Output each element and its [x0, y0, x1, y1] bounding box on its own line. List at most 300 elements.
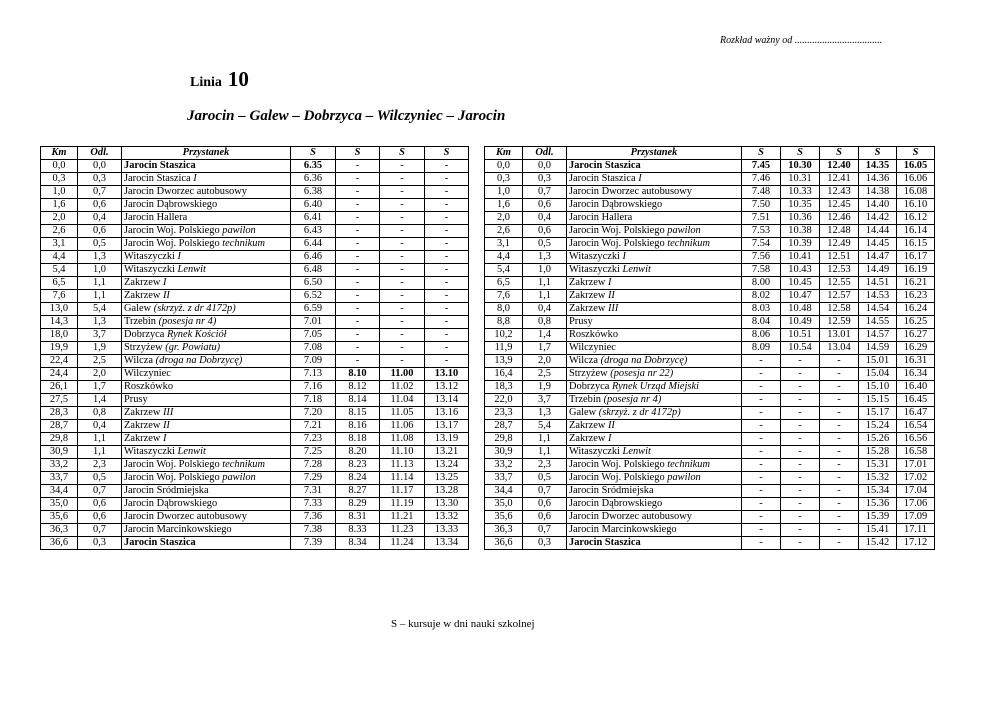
stop-name: Zakrzew: [124, 433, 161, 444]
distance-cell: 1,0: [78, 264, 122, 277]
stop-name: Jarocin Woj. Polskiego: [569, 472, 665, 483]
km-cell: 22,0: [485, 394, 523, 407]
time-cell: 10.47: [781, 290, 820, 303]
time-cell: -: [336, 173, 380, 186]
time-cell: -: [742, 433, 781, 446]
time-cell: 16.27: [897, 329, 935, 342]
km-cell: 29,8: [41, 433, 78, 446]
table-row: [41, 290, 469, 303]
stop-cell: [122, 342, 291, 355]
time-cell: 16.10: [897, 199, 935, 212]
time-cell: 7.53: [742, 225, 781, 238]
stop-name: Jarocin Staszica: [569, 537, 641, 548]
distance-cell: 0,4: [523, 303, 567, 316]
time-cell: 8.00: [742, 277, 781, 290]
stop-name: Zakrzew: [569, 420, 606, 431]
table-row: [41, 329, 469, 342]
km-cell: 1,0: [41, 186, 78, 199]
stop-name: Jarocin Dąbrowskiego: [124, 498, 218, 509]
time-cell: 7.50: [742, 199, 781, 212]
stop-name: Zakrzew: [124, 407, 161, 418]
table-row: [485, 537, 935, 550]
stop-cell: [122, 381, 291, 394]
stop-note: Lenwit: [622, 264, 651, 275]
stop-cell: [567, 238, 742, 251]
table-row: [485, 199, 935, 212]
stop-note: Lenwit: [622, 446, 651, 457]
stop-name: Zakrzew: [124, 277, 161, 288]
km-cell: 13,0: [41, 303, 78, 316]
time-cell: 8.33: [336, 524, 380, 537]
time-cell: 7.54: [742, 238, 781, 251]
stop-note: pawilon: [222, 225, 256, 236]
time-cell: 14.49: [859, 264, 897, 277]
time-cell: 6.38: [291, 186, 336, 199]
stop-name: Dobrzyca: [569, 381, 610, 392]
km-cell: 3,1: [485, 238, 523, 251]
time-cell: 13.14: [425, 394, 469, 407]
stop-cell: [567, 342, 742, 355]
table-header-row: [41, 147, 469, 160]
km-cell: 18,0: [41, 329, 78, 342]
table-row: [485, 459, 935, 472]
km-cell: 7,6: [485, 290, 523, 303]
stop-name: Jarocin Woj. Polskiego: [569, 238, 665, 249]
time-cell: 14.35: [859, 160, 897, 173]
time-cell: 10.49: [781, 316, 820, 329]
table-row: [41, 277, 469, 290]
stop-name: Jarocin Dąbrowskiego: [569, 199, 663, 210]
km-cell: 35,0: [485, 498, 523, 511]
table-row: [485, 472, 935, 485]
time-cell: 17.09: [897, 511, 935, 524]
time-cell: -: [781, 381, 820, 394]
stop-note: I: [638, 173, 642, 184]
timetable-left: [40, 146, 469, 550]
stop-name: Roszkówko: [569, 329, 619, 340]
distance-cell: 1,1: [523, 446, 567, 459]
column-header: S: [859, 147, 897, 160]
stop-note: II: [607, 290, 615, 301]
time-cell: 8.04: [742, 316, 781, 329]
time-cell: 6.59: [291, 303, 336, 316]
stop-note: Rynek Kościół: [167, 329, 227, 340]
km-cell: 35,6: [41, 511, 78, 524]
stop-name: Trzebin: [124, 316, 156, 327]
column-header: Przystanek: [122, 147, 291, 160]
distance-cell: 3,7: [523, 394, 567, 407]
time-cell: -: [336, 212, 380, 225]
time-cell: 16.05: [897, 160, 935, 173]
distance-cell: 0,5: [78, 238, 122, 251]
km-cell: 33,7: [41, 472, 78, 485]
distance-cell: 5,4: [523, 420, 567, 433]
stop-cell: [567, 459, 742, 472]
table-row: [41, 433, 469, 446]
stop-cell: [567, 498, 742, 511]
distance-cell: 0,3: [523, 173, 567, 186]
legend-note: S – kursuje w dni nauki szkolnej: [391, 618, 535, 630]
stop-cell: [122, 212, 291, 225]
time-cell: 7.20: [291, 407, 336, 420]
time-cell: 17.12: [897, 537, 935, 550]
time-cell: -: [781, 537, 820, 550]
km-cell: 23,3: [485, 407, 523, 420]
time-cell: 7.58: [742, 264, 781, 277]
column-header: S: [742, 147, 781, 160]
time-cell: -: [781, 394, 820, 407]
time-cell: 12.49: [820, 238, 859, 251]
distance-cell: 1,9: [78, 342, 122, 355]
km-cell: 28,7: [485, 420, 523, 433]
time-cell: 6.36: [291, 173, 336, 186]
stop-name: Galew: [124, 303, 152, 314]
stop-note: pawilon: [667, 225, 701, 236]
time-cell: -: [742, 537, 781, 550]
distance-cell: 0,6: [523, 225, 567, 238]
time-cell: 16.15: [897, 238, 935, 251]
distance-cell: 0,5: [523, 472, 567, 485]
time-cell: 13.32: [425, 511, 469, 524]
time-cell: 7.01: [291, 316, 336, 329]
time-cell: -: [336, 199, 380, 212]
stop-name: Jarocin Woj. Polskiego: [124, 472, 220, 483]
time-cell: 8.34: [336, 537, 380, 550]
time-cell: 14.53: [859, 290, 897, 303]
stop-cell: [122, 277, 291, 290]
km-cell: 1,6: [485, 199, 523, 212]
time-cell: 14.38: [859, 186, 897, 199]
time-cell: 16.24: [897, 303, 935, 316]
km-cell: 36,6: [41, 537, 78, 550]
distance-cell: 1,3: [523, 251, 567, 264]
stop-cell: [122, 472, 291, 485]
time-cell: 8.27: [336, 485, 380, 498]
time-cell: 7.23: [291, 433, 336, 446]
stop-note: Lenwit: [177, 446, 206, 457]
table-row: [485, 407, 935, 420]
table-row: [41, 238, 469, 251]
stop-name: Strzyżew: [569, 368, 608, 379]
time-cell: -: [425, 329, 469, 342]
stop-note: technikum: [222, 459, 265, 470]
distance-cell: 0,4: [523, 212, 567, 225]
time-cell: -: [781, 368, 820, 381]
table-row: [485, 186, 935, 199]
stop-name: Wilczyniec: [124, 368, 171, 379]
distance-cell: 0,6: [78, 199, 122, 212]
stop-name: Jarocin Woj. Polskiego: [569, 459, 665, 470]
time-cell: -: [820, 446, 859, 459]
stop-note: I: [622, 251, 627, 262]
stop-name: Wilcza: [569, 355, 599, 366]
km-cell: 16,4: [485, 368, 523, 381]
time-cell: -: [781, 407, 820, 420]
time-cell: -: [742, 485, 781, 498]
table-row: [485, 394, 935, 407]
time-cell: 11.13: [380, 459, 425, 472]
distance-cell: 1,1: [523, 277, 567, 290]
time-cell: -: [336, 160, 380, 173]
km-cell: 7,6: [41, 290, 78, 303]
km-cell: 11,9: [485, 342, 523, 355]
time-cell: 11.14: [380, 472, 425, 485]
time-cell: -: [820, 368, 859, 381]
distance-cell: 1,1: [78, 446, 122, 459]
time-cell: 10.45: [781, 277, 820, 290]
time-cell: -: [425, 225, 469, 238]
stop-name: Witaszyczki: [569, 251, 620, 262]
table-row: [485, 251, 935, 264]
distance-cell: 1,0: [523, 264, 567, 277]
column-header: Odl.: [523, 147, 567, 160]
column-header: S: [336, 147, 380, 160]
stop-cell: [567, 511, 742, 524]
km-cell: 1,0: [485, 186, 523, 199]
time-cell: 13.21: [425, 446, 469, 459]
time-cell: -: [380, 316, 425, 329]
time-cell: 10.31: [781, 173, 820, 186]
time-cell: 14.57: [859, 329, 897, 342]
table-row: [485, 277, 935, 290]
time-cell: -: [742, 472, 781, 485]
time-cell: 8.03: [742, 303, 781, 316]
table-row: [41, 264, 469, 277]
stop-cell: [567, 173, 742, 186]
stop-note: I: [607, 433, 612, 444]
stop-name: Zakrzew: [569, 290, 606, 301]
km-cell: 36,6: [485, 537, 523, 550]
table-row: [41, 420, 469, 433]
time-cell: -: [820, 381, 859, 394]
time-cell: -: [820, 524, 859, 537]
stop-note: (droga na Dobrzycę): [155, 355, 243, 366]
stop-cell: [567, 485, 742, 498]
time-cell: 7.29: [291, 472, 336, 485]
time-cell: 7.21: [291, 420, 336, 433]
stop-name: Jarocin Śródmiejska: [124, 485, 209, 496]
time-cell: 11.21: [380, 511, 425, 524]
distance-cell: 1,7: [78, 381, 122, 394]
table-row: [41, 173, 469, 186]
time-cell: 7.28: [291, 459, 336, 472]
stop-note: technikum: [667, 238, 710, 249]
time-cell: -: [781, 498, 820, 511]
time-cell: -: [425, 160, 469, 173]
stop-cell: [567, 381, 742, 394]
table-row: [485, 420, 935, 433]
table-row: [41, 446, 469, 459]
time-cell: 7.46: [742, 173, 781, 186]
column-header: S: [781, 147, 820, 160]
time-cell: 14.54: [859, 303, 897, 316]
stop-name: Witaszyczki: [124, 264, 175, 275]
stop-cell: [122, 394, 291, 407]
stop-cell: [122, 511, 291, 524]
time-cell: -: [425, 173, 469, 186]
time-cell: -: [820, 537, 859, 550]
time-cell: 8.02: [742, 290, 781, 303]
stop-name: Jarocin Śródmiejska: [569, 485, 654, 496]
stop-cell: [567, 433, 742, 446]
time-cell: -: [336, 251, 380, 264]
stop-note: (gr. Powiatu): [165, 342, 221, 353]
stop-name: Zakrzew: [569, 277, 606, 288]
distance-cell: 2,0: [78, 368, 122, 381]
time-cell: 8.10: [336, 368, 380, 381]
km-cell: 35,6: [485, 511, 523, 524]
time-cell: -: [380, 199, 425, 212]
stop-name: Witaszyczki: [569, 264, 620, 275]
distance-cell: 0,3: [78, 173, 122, 186]
time-cell: 7.31: [291, 485, 336, 498]
km-cell: 3,1: [41, 238, 78, 251]
time-cell: 6.46: [291, 251, 336, 264]
time-cell: 8.29: [336, 498, 380, 511]
table-row: [485, 524, 935, 537]
time-cell: 11.04: [380, 394, 425, 407]
time-cell: -: [336, 264, 380, 277]
km-cell: 8,8: [485, 316, 523, 329]
table-row: [485, 173, 935, 186]
table-row: [485, 238, 935, 251]
time-cell: -: [336, 277, 380, 290]
table-row: [41, 186, 469, 199]
time-cell: -: [820, 355, 859, 368]
time-cell: 13.25: [425, 472, 469, 485]
km-cell: 4,4: [485, 251, 523, 264]
time-cell: 10.51: [781, 329, 820, 342]
stop-cell: [122, 290, 291, 303]
stop-note: Lenwit: [177, 264, 206, 275]
time-cell: -: [425, 303, 469, 316]
time-cell: 16.54: [897, 420, 935, 433]
time-cell: -: [380, 251, 425, 264]
column-header: S: [291, 147, 336, 160]
km-cell: 10,2: [485, 329, 523, 342]
time-cell: -: [781, 524, 820, 537]
table-row: [41, 199, 469, 212]
stop-cell: [567, 160, 742, 173]
time-cell: -: [425, 264, 469, 277]
stop-cell: [567, 394, 742, 407]
km-cell: 0,3: [41, 173, 78, 186]
stop-note: technikum: [222, 238, 265, 249]
time-cell: -: [781, 472, 820, 485]
distance-cell: 0,7: [523, 524, 567, 537]
time-cell: 11.10: [380, 446, 425, 459]
time-cell: 10.41: [781, 251, 820, 264]
table-row: [485, 316, 935, 329]
time-cell: 6.48: [291, 264, 336, 277]
stop-note: (posesja nr 4): [158, 316, 217, 327]
column-header: S: [380, 147, 425, 160]
time-cell: 7.33: [291, 498, 336, 511]
distance-cell: 0,0: [78, 160, 122, 173]
time-cell: 7.25: [291, 446, 336, 459]
table-row: [485, 498, 935, 511]
time-cell: -: [742, 355, 781, 368]
time-cell: 12.40: [820, 160, 859, 173]
time-cell: -: [380, 225, 425, 238]
table-row: [485, 433, 935, 446]
time-cell: 8.06: [742, 329, 781, 342]
table-row: [485, 303, 935, 316]
time-cell: 7.13: [291, 368, 336, 381]
time-cell: 7.05: [291, 329, 336, 342]
table-row: [41, 316, 469, 329]
stop-note: I: [193, 173, 197, 184]
time-cell: 13.16: [425, 407, 469, 420]
time-cell: 15.04: [859, 368, 897, 381]
time-cell: 12.58: [820, 303, 859, 316]
km-cell: 28,7: [41, 420, 78, 433]
km-cell: 35,0: [41, 498, 78, 511]
distance-cell: 0,3: [523, 537, 567, 550]
distance-cell: 2,0: [523, 355, 567, 368]
column-header: Odl.: [78, 147, 122, 160]
time-cell: -: [820, 511, 859, 524]
km-cell: 6,5: [41, 277, 78, 290]
time-cell: 13.01: [820, 329, 859, 342]
km-cell: 14,3: [41, 316, 78, 329]
table-row: [41, 342, 469, 355]
distance-cell: 1,7: [523, 342, 567, 355]
stop-cell: [567, 199, 742, 212]
table-row: [485, 212, 935, 225]
stop-name: Prusy: [124, 394, 148, 405]
km-cell: 1,6: [41, 199, 78, 212]
time-cell: 14.51: [859, 277, 897, 290]
stop-cell: [122, 303, 291, 316]
time-cell: -: [380, 264, 425, 277]
stop-note: III: [607, 303, 619, 314]
time-cell: -: [742, 446, 781, 459]
stop-cell: [122, 251, 291, 264]
distance-cell: 0,7: [78, 186, 122, 199]
time-cell: -: [380, 186, 425, 199]
table-row: [41, 355, 469, 368]
stop-note: (posesja nr 4): [603, 394, 662, 405]
time-cell: 13.30: [425, 498, 469, 511]
stop-cell: [567, 277, 742, 290]
time-cell: -: [820, 394, 859, 407]
stop-name: Zakrzew: [124, 420, 161, 431]
stop-name: Jarocin Dworzec autobusowy: [124, 511, 247, 522]
distance-cell: 0,4: [78, 420, 122, 433]
time-cell: -: [336, 290, 380, 303]
time-cell: -: [742, 407, 781, 420]
stop-cell: [567, 329, 742, 342]
distance-cell: 5,4: [78, 303, 122, 316]
time-cell: -: [742, 420, 781, 433]
line-label: Linia: [190, 75, 222, 90]
table-row: [41, 394, 469, 407]
stop-name: Zakrzew: [124, 290, 161, 301]
time-cell: 16.45: [897, 394, 935, 407]
stop-cell: [122, 238, 291, 251]
km-cell: 30,9: [41, 446, 78, 459]
stop-cell: [567, 524, 742, 537]
time-cell: 8.14: [336, 394, 380, 407]
time-cell: -: [425, 238, 469, 251]
stop-cell: [122, 199, 291, 212]
stop-note: (skrzyż. z dr 4172p): [598, 407, 681, 418]
stop-cell: [567, 303, 742, 316]
stop-note: II: [162, 290, 170, 301]
stop-note: (posesja nr 22): [610, 368, 674, 379]
stop-cell: [567, 316, 742, 329]
